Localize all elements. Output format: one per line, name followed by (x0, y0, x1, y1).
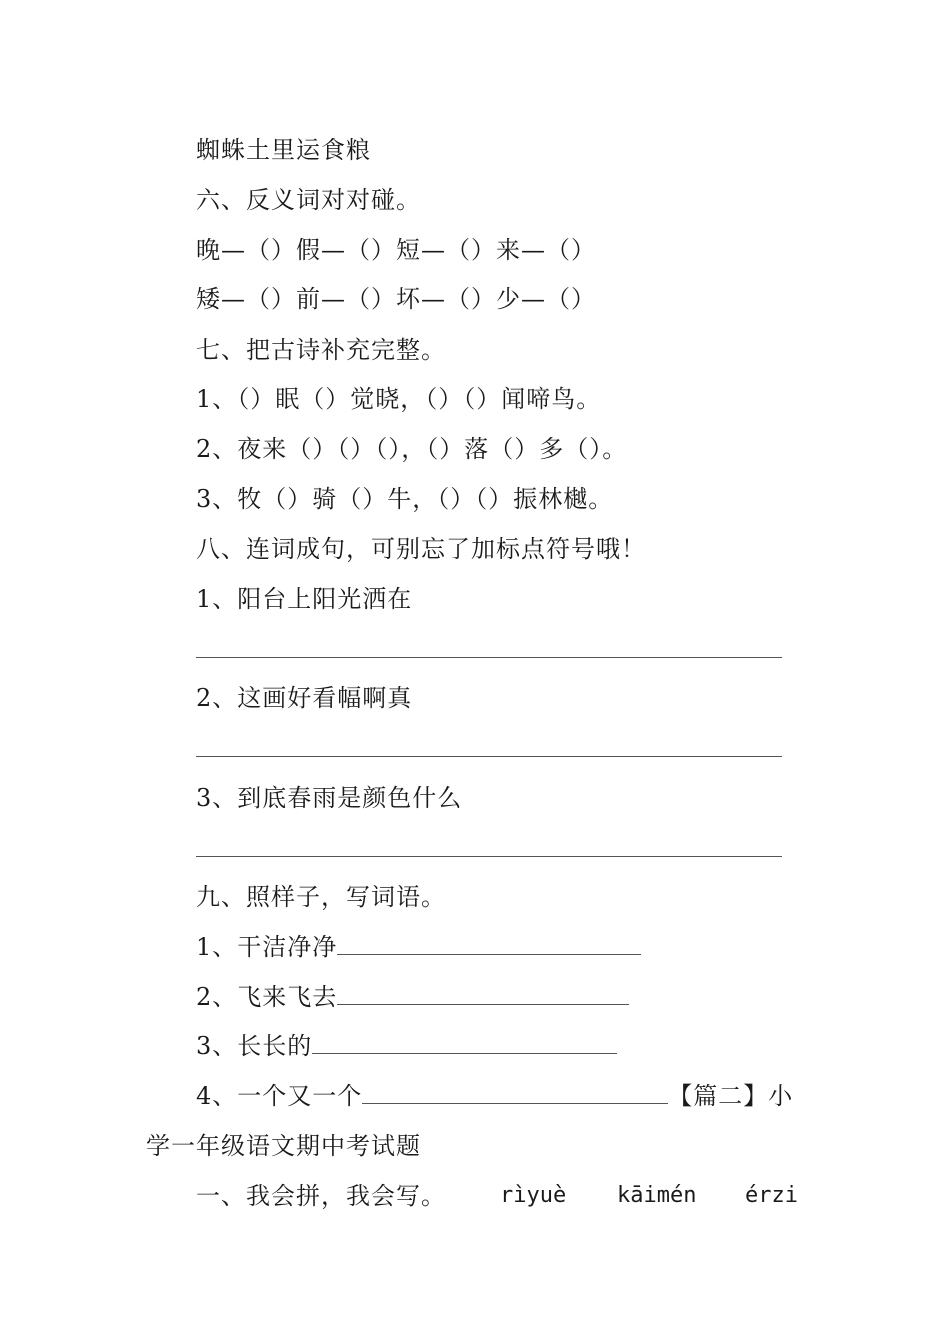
pinyin-1: rìyuè (500, 1183, 567, 1208)
pinyin-3: érzi (745, 1183, 798, 1208)
antonym-row-1: 晚—（）假—（）短—（）来—（） (196, 236, 596, 264)
antonym-row-2: 矮—（）前—（）坏—（）少—（） (196, 285, 596, 313)
poem-line-3: 3、牧（）骑（）牛，（）（）振林樾。 (196, 485, 614, 513)
word-item-1-label: 1、干洁净净 (196, 933, 338, 961)
poem-line-1: 1、（）眠（）觉晓，（）（）闻啼鸟。 (196, 385, 602, 413)
word-item-3-label: 3、长长的 (196, 1032, 313, 1060)
word-blank-2 (337, 982, 629, 1005)
word-item-4 (196, 1081, 793, 1111)
word-blank-4 (362, 1081, 668, 1104)
section-7-title: 七、把古诗补充完整。 (196, 336, 446, 364)
next-article-heading-start: 【篇二】小 (668, 1082, 794, 1110)
word-blank-3 (312, 1031, 617, 1054)
section-9-title: 九、照样子，写词语。 (196, 883, 446, 911)
sentence-item-2: 2、这画好看幅啊真 (196, 684, 413, 712)
poem-line-2: 2、夜来（）（）（），（）落（）多（）。 (196, 435, 628, 463)
sentence-item-1: 1、阳台上阳光洒在 (196, 585, 413, 613)
answer-line-1 (196, 657, 782, 658)
section-1-title: 一、我会拼，我会写。 (196, 1182, 446, 1210)
pinyin-2: kāimén (617, 1183, 697, 1208)
word-item-1 (196, 932, 641, 962)
text-line: 蜘蛛土里运食粮 (196, 136, 371, 164)
answer-line-2 (196, 756, 782, 757)
word-item-2 (196, 982, 629, 1012)
next-article-heading: 学一年级语文期中考试题 (146, 1132, 421, 1160)
word-item-4-label: 4、一个又一个 (196, 1082, 363, 1110)
word-item-2-label: 2、飞来飞去 (196, 983, 338, 1011)
sentence-item-3: 3、到底春雨是颜色什么 (196, 784, 463, 812)
section-8-title: 八、连词成句，可别忘了加标点符号哦！ (196, 535, 646, 563)
word-item-3 (196, 1031, 617, 1061)
section-6-title: 六、反义词对对碰。 (196, 186, 421, 214)
answer-line-3 (196, 856, 782, 857)
word-blank-1 (337, 932, 641, 955)
